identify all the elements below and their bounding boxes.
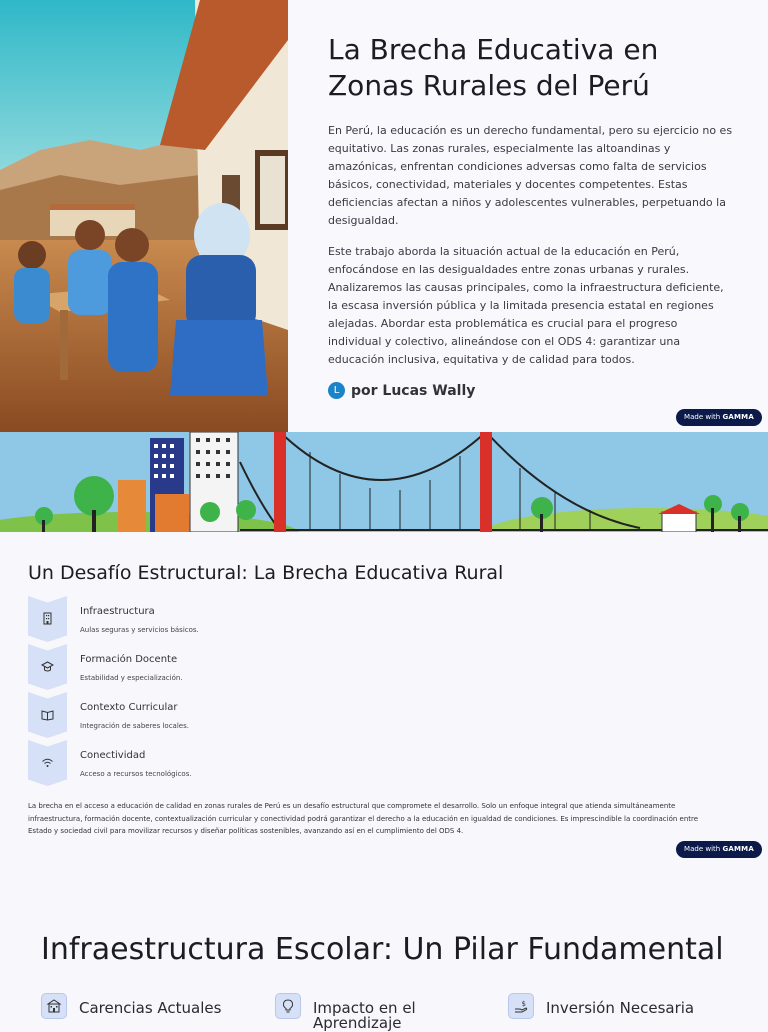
section-title: Un Desafío Estructural: La Brecha Educativa Rural bbox=[28, 562, 504, 584]
card-impacto-aprendizaje bbox=[275, 993, 483, 1031]
title-slide bbox=[0, 0, 768, 432]
step-description: Estabilidad y especialización. bbox=[80, 674, 183, 682]
step-contexto-curricular bbox=[28, 692, 728, 738]
building-icon bbox=[41, 612, 54, 625]
card-title: Impacto en el Aprendizaje bbox=[313, 999, 416, 1032]
card-title: Carencias Actuales bbox=[79, 999, 222, 1017]
step-description: Acceso a recursos tecnológicos. bbox=[80, 770, 192, 778]
step-conectividad bbox=[28, 740, 728, 786]
step-title: Contexto Curricular bbox=[80, 702, 178, 713]
card-title: Inversión Necesaria bbox=[546, 999, 695, 1017]
made-with-gamma-badge[interactable] bbox=[676, 409, 762, 426]
badge-prefix: Made with bbox=[684, 845, 721, 853]
card-carencias-actuales bbox=[41, 993, 249, 1019]
scope-paragraph: Este trabajo aborda la situación actual de la educación en Perú, enfocándose en las desigualdades entre zonas urbanas y rurales. Analizaremos las causas principales, como la infraestructura deficiente, la escasa inversión pública y la limitada presencia estatal en regiones alejadas. Abordar esta problemática es crucial para el progreso individual y colectivo, alineándose con el ODS 4: garantizar una educación inclusiva, equitativa y de calidad para todos. bbox=[328, 245, 724, 366]
badge-brand: GAMMA bbox=[722, 845, 754, 853]
structural-challenge-slide bbox=[0, 532, 768, 862]
avatar: L bbox=[328, 382, 345, 399]
step-formacion-docente bbox=[28, 644, 728, 690]
intro-paragraph: En Perú, la educación es un derecho fundamental, pero su ejercicio no es equitativo. Las zonas rurales, especialmente las altoandinas y amazónicas, enfrentan condiciones adversas como falta de servicios básicos, conectividad, materiales y docentes competentes. Estas deficiencias afectan a niños y adolescentes vulnerables, perpetuando la desigualdad. bbox=[328, 124, 733, 227]
step-title: Conectividad bbox=[80, 750, 146, 761]
made-with-gamma-badge[interactable] bbox=[676, 841, 762, 858]
step-description: Aulas seguras y servicios básicos. bbox=[80, 626, 199, 634]
step-title: Infraestructura bbox=[80, 606, 155, 617]
summary-paragraph: La brecha en el acceso a educación de calidad en zonas rurales de Perú es un desafío estructural que compromete el desarrollo. Solo un enfoque integral que atienda simultáneamente infraestructura, formación docente, contextualización curricular y conectividad podrá garantizar el derecho a la educación en igualdad de condiciones. Es imprescindible la coordinación entre Estado y sociedad civil para movilizar recursos y diseñar políticas sostenibles, avanzando así en el cumplimiento del ODS 4. bbox=[28, 802, 699, 835]
lightbulb-icon bbox=[275, 993, 301, 1019]
card-inversion-necesaria bbox=[508, 993, 716, 1019]
badge-brand: GAMMA bbox=[722, 413, 754, 421]
school-icon bbox=[41, 993, 67, 1019]
open-book-icon bbox=[41, 708, 54, 721]
author-byline bbox=[328, 382, 475, 399]
wifi-icon bbox=[41, 756, 54, 769]
step-title: Formación Docente bbox=[80, 654, 178, 665]
step-description: Integración de saberes locales. bbox=[80, 722, 189, 730]
rural-school-photo bbox=[0, 0, 288, 432]
hand-money-icon bbox=[508, 993, 534, 1019]
infrastructure-title: Infraestructura Escolar: Un Pilar Fundamental bbox=[41, 932, 724, 967]
badge-prefix: Made with bbox=[684, 413, 721, 421]
page-title: La Brecha Educativa en Zonas Rurales del Perú bbox=[328, 33, 659, 102]
step-infraestructura bbox=[28, 596, 728, 642]
svg-text:$: $ bbox=[521, 1000, 526, 1008]
author-name: por Lucas Wally bbox=[351, 382, 476, 399]
city-bridge-illustration bbox=[0, 432, 768, 532]
graduation-cap-icon bbox=[41, 660, 54, 673]
